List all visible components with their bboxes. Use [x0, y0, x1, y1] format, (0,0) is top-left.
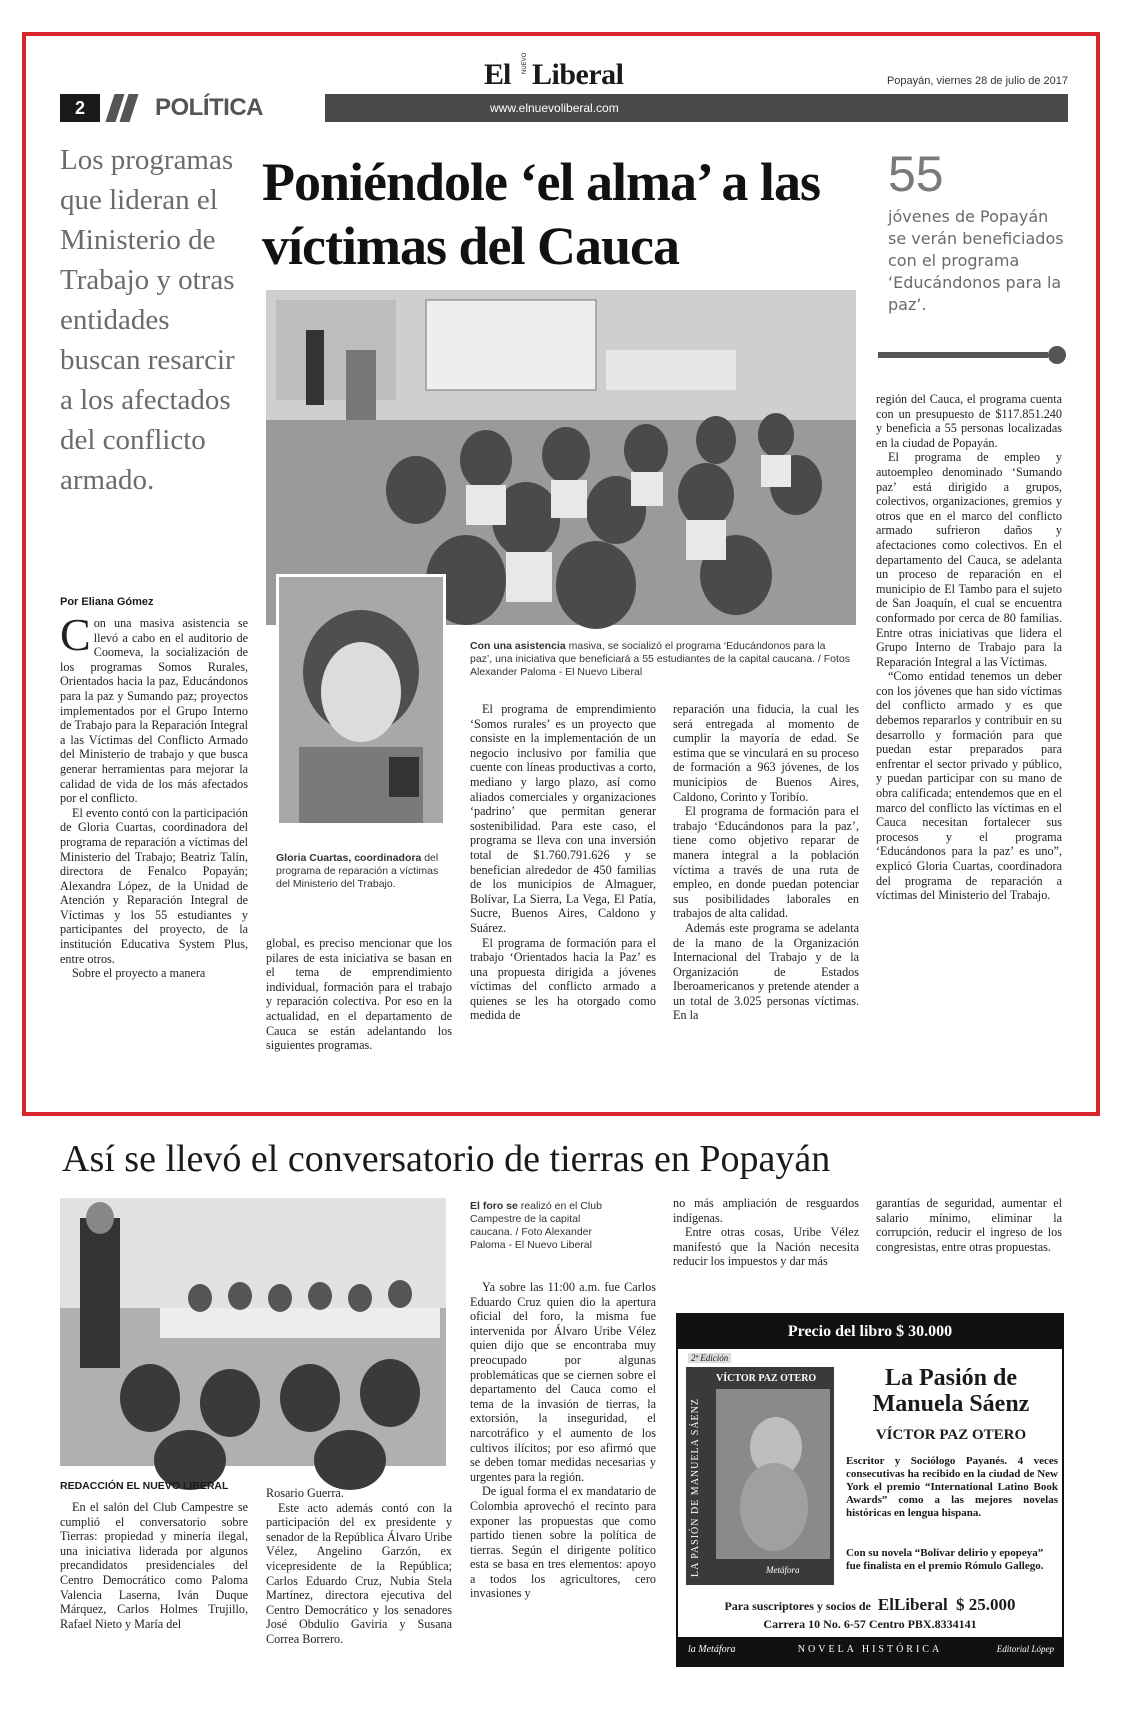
ad-price-text: Precio del libro $ 30.000: [787, 1323, 953, 1340]
stat-box: [874, 146, 1074, 366]
story1-col4-p2: El programa de formación para el trabajo ‘Educándonos para la paz’, tiene como objetivo reparar de manera integral a la población víctima a través de una ruta de empleo, en donde puedan potenciar sus posibilidades laborales en trabajos de alta calidad.: [673, 804, 859, 921]
ad-footer-right: Editorial Lópep: [996, 1644, 1054, 1654]
forum-photo-art: [60, 1198, 446, 1466]
ad-bio2: Con su novela “Bolívar delirio y epopeya” fue finalista en el premio Rómulo Gallego.: [846, 1547, 1044, 1572]
ad-footer: [678, 1637, 1062, 1665]
story2-col3-p1: Ya sobre las 11:00 a.m. fue Carlos Eduardo Cruz quien dio la apertura oficial del foro, la misma fue intervenida por Álvaro Uribe Vélez quien dijo que se encontraba muy preocupado por algunas problemáticas que se ciernen sobre el departamento del Cauca como el tema de la invasión de tierras, la extorsión, la inseguridad, el narcotráfico y el aumento de los cultivos ilícitos; por eso afirmó que se deben tomar medidas necesarias y urgentes para la región.: [470, 1280, 656, 1484]
forum-caption-text: realizó en el Club Campestre de la capital caucana. / Foto Alexander Paloma - El Nuevo Liberal: [470, 1200, 602, 1251]
story1-headline: Poniéndole ‘el alma’ a las víctimas del Cauca: [262, 152, 820, 276]
ad-author: VÍCTOR PAZ OTERO: [875, 1427, 1027, 1443]
dateline: Popayán, viernes 28 de julio de 2017: [886, 75, 1068, 87]
pull-quote: Los programas que lideran el Ministerio de Trabajo y otras entidades buscan resarcir a los afectados del conflicto armado.: [60, 144, 235, 496]
cover-spine-title: LA PASIÓN DE MANUELA SÁENZ: [690, 1398, 701, 1577]
stat-text: jóvenes de Popayán se verán beneficiados con el programa ‘Educándonos para la paz’.: [888, 207, 1064, 314]
story2-col5: [876, 1196, 1062, 1254]
story2-headline: Así se llevó el conversatorio de tierras en Popayán: [62, 1138, 831, 1180]
book-cover: [686, 1353, 834, 1585]
ad-subscribers-line: [678, 1595, 1062, 1615]
ad-logo-el: El: [877, 1595, 894, 1614]
ad-bio: Escritor y Sociólogo Payanés. 4 veces consecutivas ha recibido en la ciudad de New York el premio “International Latino Book Awards” como a las mejores novelas históricas en lengua hispana.: [846, 1455, 1058, 1519]
gloria-cuartas-portrait: [276, 574, 446, 826]
story2-col3-p2: De igual forma el ex mandatario de Colombia aprovechó el recinto para exponer las propuestas que como partido tienen sobre la política de tierras. Según el dirigente político esta se basa en tres elementos: apoyo a todos los agricultores, cero invasiones y: [470, 1484, 656, 1601]
story2-col4-p1: no más ampliación de resguardos indígenas.: [673, 1196, 859, 1225]
book-ad: [676, 1313, 1064, 1667]
ad-footer-left: la Metáfora: [688, 1644, 736, 1655]
story1-byline: Por Eliana Gómez: [60, 596, 154, 608]
story1-col5: [876, 392, 1062, 903]
ad-subscribers-price: $ 25.000: [956, 1595, 1016, 1614]
website-url: www.elnuevoliberal.com: [490, 101, 619, 115]
forum-photo-caption: [470, 1200, 620, 1252]
story1-col5-p1: región del Cauca, el programa cuenta con un presupuesto de $117.851.240 y beneficia a 55 personas localizadas en la ciudad de Popayán.: [876, 392, 1062, 450]
forum-caption-bold: El foro se: [470, 1200, 518, 1212]
ad-address: Carrera 10 No. 6-57 Centro PBX.8334141: [763, 1617, 977, 1631]
main-caption-bold: Con una asistencia: [470, 640, 566, 652]
masthead-el: El: [484, 58, 511, 91]
portrait-caption-bold: Gloria Cuartas, coordinadora: [276, 852, 422, 864]
forum-photo: [60, 1198, 446, 1466]
story2-byline: REDACCIÓN EL NUEVO LIBERAL: [60, 1480, 229, 1492]
story1-dropcap: C: [60, 609, 91, 660]
cover-author: VÍCTOR PAZ OTERO: [716, 1373, 817, 1384]
header-gray-bar: [325, 94, 1068, 122]
story2-col1: [60, 1500, 248, 1631]
portrait-caption-text: del programa de reparación a víctimas del Ministerio del Trabajo.: [276, 852, 439, 890]
story1-col4: [673, 702, 859, 1023]
story2-col4: [673, 1196, 859, 1269]
story1-col2-text: global, es preciso mencionar que los pilares de esta iniciativa se basan en el tema de emprendimiento individual, formación para el trabajo y reparación colectiva. Por eso en la actualidad, en el departamento de Cauca se están adelantando los siguientes programas.: [266, 936, 452, 1053]
edition-tag: 2ª Edición: [688, 1353, 731, 1363]
ad-subscribers-text: Para suscriptores y socios de: [724, 1599, 871, 1613]
page-number: 2: [74, 98, 85, 118]
story1-col1-p2: El evento contó con la participación de Gloria Cuartas, coordinadora del programa de reparación a víctimas del Ministerio del Trabajo; Beatriz Talín, directora de Fenalco Popayán; Alexandra López, de la Unidad de Atención y Reparación Integral de Víctimas y los 55 estudiantes y participantes del proyecto, de la institución Educativa System Plus, entre otros.: [60, 805, 248, 966]
ad-price-banner: [678, 1315, 1062, 1349]
stat-number: 55: [888, 146, 944, 202]
masthead-liberal: Liberal: [532, 58, 624, 91]
story2-col1-text: En el salón del Club Campestre se cumplió el conversatorio sobre Tierras: propiedad y minería ilegal, una iniciativa liderada por algunos precandidatos presidenciales del Centro Democrático como Paloma Valencia Laserna, Iván Duque Márquez, Carlos Holmes Trujillo, Rafael Nieto y María del: [60, 1500, 248, 1631]
story1-col3-p2: El programa de formación para el trabajo ‘Orientados hacia la Paz’ es una propuesta dirigida a jóvenes víctimas del conflicto armado a quienes se les ha otorgado como medida de: [470, 935, 656, 1023]
story2-col2-p2: Este acto además contó con la participación del ex presidente y senador de la República Álvaro Uribe Vélez, Angelino Garzón, ex vicepresidente de la República; Carlos Eduardo Cruz, Nubia Stela Martínez, directora ejecutiva del Centro Democrático y los senadores José Obdulio Gaviria y Susana Correa Borrero.: [266, 1500, 452, 1646]
story1-col1-p3: Sobre el proyecto a manera: [72, 966, 206, 981]
story2-col2: [266, 1486, 452, 1647]
story2-col5-p1: garantías de seguridad, aumentar el salario mínimo, eliminar la corrupción, reducir el ingreso de los congresistas, entre otras propuestas.: [876, 1196, 1062, 1254]
story1-col3-p1: El programa de emprendimiento ‘Somos rurales’ es un proyecto que consiste en la implementación de un negocio inclusivo por familia que cuente con líneas productivas a corto, mediano y largo plazo, así como aliados comerciales y organizaciones ‘padrino’ que permitan generar sostenibilidad. Para este caso, el programa se lleva con una inversión total de $1.760.791.626 y se benefician alrededor de 450 familias de los municipios de Almaguer, Bolívar, La Sierra, La Vega, El Patía, Sucre, Buenos Aires, Caldono y Suárez.: [470, 702, 656, 935]
cover-publisher: Metáfora: [766, 1565, 800, 1575]
section-title: POLÍTICA: [155, 94, 263, 121]
stat-dot-icon: [1048, 346, 1066, 364]
story1-col3: [470, 702, 656, 1023]
story1-col5-p2: El programa de empleo y autoempleo denominado ‘Sumando paz’ está dirigido a grupos, colectivos, organizaciones, gremios y otros que en el marco del conflicto armado sufrieron daños y afectaciones como colectivos. En el departamento del Cauca, se adelanta un proceso de reparación en el municipio de El Tambo para el sujeto de San Joaquín, el cual se encuentra conformado por cerca de 80 familias. Entre otras iniciativas que lidera el Grupo Interno de Trabajo para la Reparación Integral a las Víctimas.: [876, 450, 1062, 669]
story1-col5-p3: “Como entidad tenemos un deber con los jóvenes que han sido víctimas del conflicto armado y es que debemos repararlos y contribuir en su desarrollo y formación para que puedan estar preparados para enfrentar el sector privado y público, y puedan participar con su mano de obra calificada; entendemos que en el marco del conflicto las víctimas en el Cauca necesitan fortalecer sus procesos y el programa ‘Educándonos para la paz’ es uno”, explicó Gloria Cuartas, coordinadora del programa de reparación a víctimas del Ministerio del Trabajo.: [876, 669, 1062, 903]
main-photo-caption: [470, 640, 850, 679]
story1-col4-p1: reparación una fiducia, la cual les será entregada al momento de cumplir la mayoría de edad. Se estima que se vinculará en su proceso de formación a 963 jóvenes, de los municipios de Buenos Aires, Caldono, Corinto y Toribío.: [673, 702, 859, 804]
section-header-bar: [60, 94, 1068, 122]
story1-col4-p3: Además este programa se adelanta de la mano de la Organización Internacional del Trabajo y de la Organización de Estados Iberoamericanos y pretende atender a un total de 3.025 personas víctimas. En la: [673, 920, 859, 1023]
ad-masthead-logo: [878, 1595, 952, 1614]
story1-col2: [266, 936, 452, 1053]
page-number-box: [60, 94, 100, 122]
ad-logo-liberal: Liberal: [893, 1595, 948, 1614]
portrait-art: [279, 577, 443, 823]
story1-col1: [60, 609, 248, 981]
ad-footer-center: NOVELA HISTÓRICA: [797, 1644, 943, 1655]
story2-col2-p1: Rosario Guerra.: [266, 1486, 344, 1500]
portrait-caption: [276, 852, 446, 891]
stat-rule: [878, 352, 1048, 358]
story2-col3: [470, 1280, 656, 1601]
story1-col1-p1: on una masiva asistencia se llevó a cabo en el auditorio de Coomeva, la socialización de los programas Somos Rurales, Orientados hacia la paz, Educándonos para la paz y Sumando paz; proyectos implementados por el Grupo Interno de Trabajo para la Reparación Integral a las Víctimas del Conflicto Armado del Ministerio de trabajo y que busca generar herramientas para mejorar la calidad de vida de los más afectados por el conflicto.: [60, 616, 248, 806]
ad-title: La Pasión de Manuela Sáenz: [872, 1365, 1030, 1417]
cover-art: [686, 1367, 834, 1585]
masthead-nuevo: NUEVO: [522, 52, 528, 74]
story2-col4-p2: Entre otras cosas, Uribe Vélez manifestó que la Nación necesita reducir los impuestos y dar más: [673, 1225, 859, 1269]
main-caption-text: masiva, se socializó el programa ‘Educándonos para la paz’, una iniciativa que beneficiará a 55 estudiantes de la capital caucana. / Fotos Alexander Paloma - El Nuevo Liberal: [470, 640, 850, 678]
masthead: [480, 52, 670, 94]
